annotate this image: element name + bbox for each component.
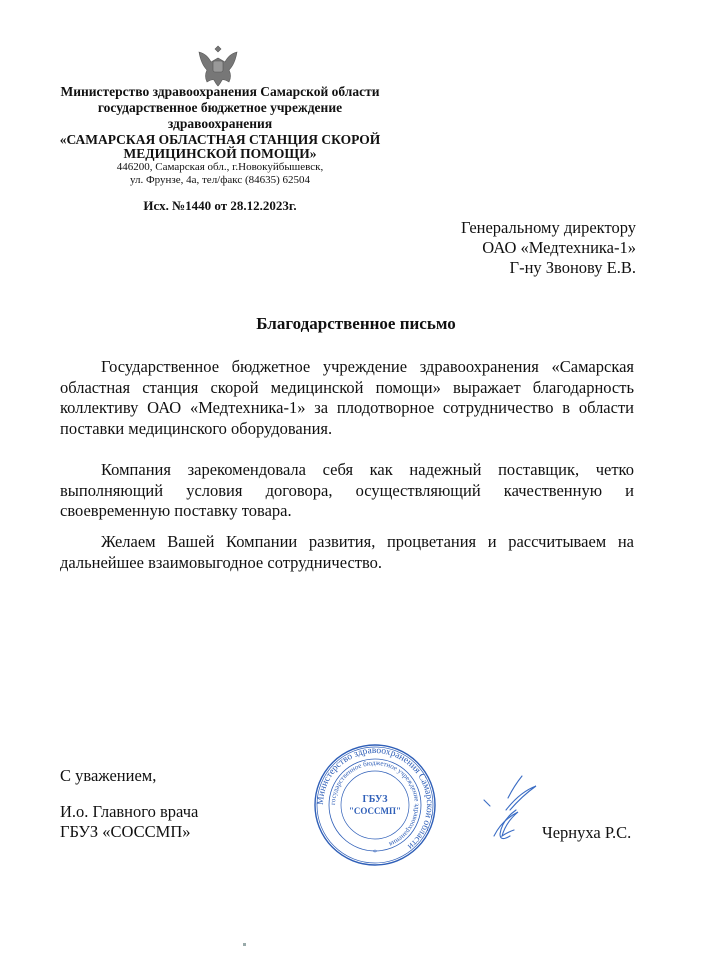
institution-type-cont: здравоохранения <box>167 116 273 131</box>
letter-title: Благодарственное письмо <box>256 314 456 333</box>
address-line-2: ул. Фрунзе, 4а, тел/факс (84635) 62504 <box>129 174 311 186</box>
scan-speck <box>243 943 246 946</box>
addressee-name: Г-ну Звонову Е.В. <box>509 258 636 277</box>
institution-name-cont: МЕДИЦИНСКОЙ ПОМОЩИ» <box>123 146 317 161</box>
institution-type: государственное бюджетное учреждение <box>97 100 343 115</box>
outgoing-reference: Исх. №1440 от 28.12.2023г. <box>143 198 297 213</box>
ministry-name: Министерство здравоохранения Самарской области <box>60 84 380 99</box>
stamp-center-line-1: ГБУЗ <box>362 794 388 805</box>
body-paragraph-3: Желаем Вашей Компании развития, процветания и рассчитываем на дальнейшее взаимовыгодное сотрудничество. <box>60 532 634 572</box>
signer-name: Чернуха Р.С. <box>542 823 632 842</box>
addressee-block <box>461 218 636 278</box>
coat-of-arms-icon <box>193 42 243 88</box>
body-paragraph-1: Государственное бюджетное учреждение здравоохранения «Самарская областная станция скорой медицинской помощи» выражает благодарность коллективу ОАО «Медтехника-1» за плодотворное сотрудничество в области поставки медицинского оборудования. <box>60 357 634 438</box>
body-paragraph-2: Компания зарекомендовала себя как надежный поставщик, четко выполняющий условия договора, осуществляющий качественную и своевременную поставку товара. <box>60 460 634 520</box>
stamp-star-icon: * <box>373 848 377 857</box>
stamp-inner-ring-text: государственное бюджетное учреждение здравоохранения <box>328 758 422 849</box>
institution-name: «САМАРСКАЯ ОБЛАСТНАЯ СТАНЦИЯ СКОРОЙ <box>59 132 381 147</box>
stamp-outer-ring-text: Министерство здравоохранения Самарской области <box>315 745 435 852</box>
addressee-position: Генеральному директору <box>461 218 636 237</box>
signer-organization: ГБУЗ «СОССМП» <box>60 822 191 841</box>
address-line-1: 446200, Самарская обл., г.Новокуйбышевск, <box>116 161 324 173</box>
official-stamp <box>312 742 438 868</box>
handwritten-signature <box>470 770 550 850</box>
stamp-center-line-2: "СОССМП" <box>348 806 402 816</box>
addressee-company: ОАО «Медтехника-1» <box>482 238 636 257</box>
signer-position: И.о. Главного врача <box>60 802 199 821</box>
closing-regards: С уважением, <box>60 766 157 785</box>
